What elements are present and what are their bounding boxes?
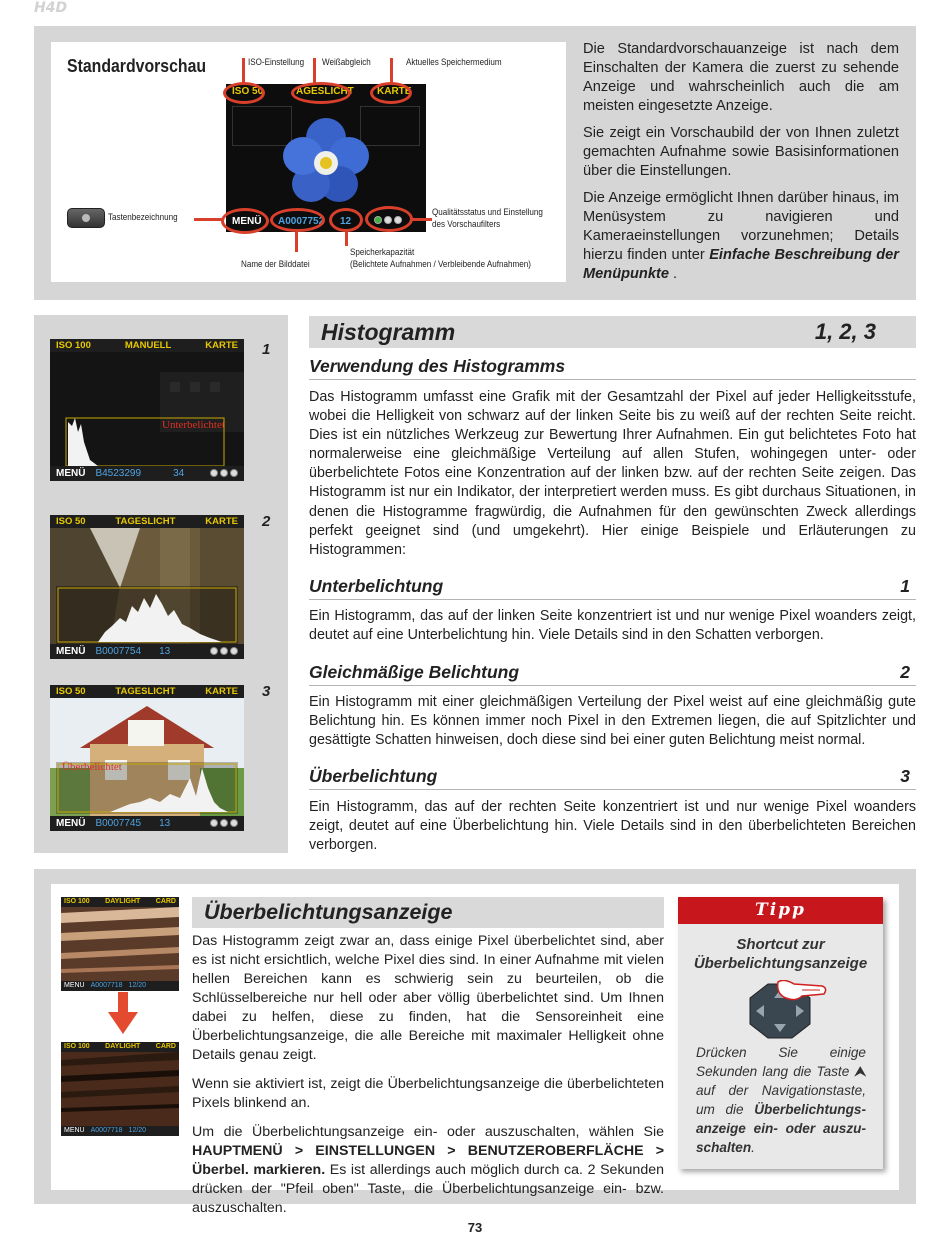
overexposure-heading-label: Überbelichtung	[309, 766, 438, 786]
overexposure-text: Ein Histogramm, das auf der rechten Seite konzentriert ist und nur wenige Pixel woanders zeigt, deutet auf eine Überbelichtung hin. Viele Details sind in den überbelichteten Bereichen verborgen.	[309, 799, 916, 854]
thumb-status-bar	[50, 339, 244, 352]
callout-line	[295, 232, 298, 252]
thumb-iso: ISO 100	[56, 340, 91, 351]
thumb-iso: ISO 100	[64, 1043, 90, 1050]
histogram-example-1	[50, 339, 244, 481]
standard-preview-paragraph: Sie zeigt ein Vorschaubild der von Ihnen zuletzt gemachten Aufnahme sowie Basisinformationen über die Einstellungen.	[583, 125, 899, 179]
quality-dot	[210, 469, 218, 477]
capacity-callout	[350, 247, 531, 271]
callout-line	[194, 218, 222, 221]
thumb-menu: MENÜ	[56, 468, 86, 479]
thumb-count: 12/20	[128, 982, 147, 989]
standard-preview-text	[583, 40, 899, 292]
button-callout: Tastenbezeichnung	[108, 212, 178, 223]
thumb-storage: KARTE	[205, 686, 238, 697]
thumb-white-balance: TAGESLICHT	[115, 686, 176, 697]
tip-text: auf der Navigationstaste, um die	[696, 1083, 866, 1117]
thumb-count: 13	[159, 818, 171, 829]
quality-dot	[230, 647, 238, 655]
overexposure-thumb-after	[61, 1042, 179, 1136]
standard-preview-diagram	[51, 42, 566, 282]
thumb-exposure-label: Unterbelichtet	[162, 419, 225, 431]
storage-callout: Aktuelles Speichermedium	[406, 57, 502, 68]
thumb-info-bar	[50, 644, 244, 659]
tip-text: Drücken Sie einige Sekunden lang die Taste	[696, 1045, 866, 1079]
usage-heading	[309, 356, 916, 380]
quality-dot	[210, 647, 218, 655]
histogram-examples-panel	[34, 315, 288, 853]
screen-menu: MENÜ	[232, 216, 262, 227]
wb-callout: Weißabgleich	[322, 57, 371, 68]
after-photo	[61, 1052, 179, 1126]
thumb-filename: A0007718	[90, 982, 123, 989]
thumb-info-bar	[61, 981, 179, 991]
example-number-2: 2	[262, 513, 271, 530]
standard-preview-paragraph	[583, 189, 899, 284]
thumb-count: 12/20	[128, 1127, 147, 1134]
usage-text: Das Histogramm umfasst eine Grafik mit der Gesamtzahl der Pixel auf jeder Helligkeitsstufe, wobei die Helligkeit von schwarz auf der linken Seite bis zu weiß auf der rechten Seite reicht. Dies ist ein nützliches Werkzeug zur Bewertung Ihrer Aufnahmen. Ein gut belichtetes Foto hat normalerweise eine gleichmäßige Verteilung auf allen Stufen, wohingegen unter- oder überbelichtete Fotos eine Konzentration auf der linken bzw. auf der rechten Seite zeigen. Das Histogramm ist nur ein Indikator, der interpretiert werden muss. Es gibt durchaus Situationen, in denen die Histogramme fragwürdig, die Aufnahmen für den gewünschten Zweck allerdings perfekt geeignet sind (und umgekehrt). Hier einige Beispiele und Erläuterungen zu Histogrammen:	[309, 389, 916, 558]
thumb-menu: MENU	[64, 1127, 85, 1134]
screen-iso: ISO 50	[232, 86, 264, 97]
even-exposure-heading-label: Gleichmäßige Belichtung	[309, 662, 520, 682]
arrow-down-icon	[108, 992, 138, 1036]
screen-filename: A0007752	[278, 216, 325, 227]
thumb-white-balance: MANUELL	[124, 340, 172, 351]
histogram-header	[309, 316, 916, 348]
tip-title-line2: Überbelichtungsanzeige	[693, 955, 868, 972]
histogram-title: Histogramm	[321, 319, 456, 345]
thumb-filename: A0007718	[90, 1127, 123, 1134]
thumb-filename: B0007754	[95, 646, 142, 657]
example-number-1: 1	[262, 341, 271, 358]
thumb-white-balance: DAYLIGHT	[105, 1043, 141, 1050]
overexposure-number: 3	[900, 766, 910, 786]
thumb-storage: CARD	[155, 898, 176, 905]
overexposure-paragraph: Wenn sie aktiviert ist, zeigt die Überbelichtungsanzeige die überbelichteten Pixels blinkend an.	[192, 1076, 664, 1111]
underexposed-photo	[50, 352, 244, 466]
filename-callout: Name der Bilddatei	[241, 259, 310, 270]
quality-callout-line2: des Vorschaufilters	[432, 218, 501, 230]
tip-title-line1: Shortcut zur	[736, 936, 825, 953]
button-graphic	[67, 208, 105, 228]
thumb-iso: ISO 50	[56, 516, 86, 527]
paragraph-text: Die Anzeige ermöglicht Ihnen darüber hinaus, im Menüsystem zu navigieren und Kameraeinstellungen vorzunehmen; Details hierzu finden unter	[583, 190, 899, 263]
thumb-status-bar	[50, 685, 244, 698]
tip-box	[678, 897, 883, 1169]
screen-white-balance: AGESLICHT	[296, 86, 354, 97]
standard-preview-title: Standardvorschau	[67, 56, 207, 76]
overexposure-indicator-text	[192, 932, 664, 1228]
thumb-filename: B0007745	[95, 818, 142, 829]
tip-body	[696, 1043, 866, 1157]
callout-line	[313, 58, 316, 84]
capacity-callout-line1: Speicherkapazität	[350, 247, 415, 258]
quality-dot	[220, 647, 228, 655]
menu-reference-link: Einfache Beschreibung der Menüpunkte	[583, 247, 899, 282]
thumb-menu: MENÜ	[56, 818, 86, 829]
navigation-pad-icon	[732, 980, 828, 1040]
menu-highlight-ring	[221, 208, 269, 234]
storage-highlight-ring	[370, 82, 412, 104]
overexposure-paragraph	[192, 1123, 664, 1218]
thumb-storage: KARTE	[205, 516, 238, 527]
overexposure-paragraph: Das Histogramm zeigt zwar an, dass einige Pixel überbelichtet sind, aber es ist nicht ersichtlich, welche Pixel dies sind. In einer Aufnahme mit vielen hellen Bereichen kann es schwierig sein zu beurteilen, ob die Schlüsselbereiche nur hell oder aber völlig überbelichtet sind. Um Ihnen dabei zu helfen, diese zu finden, hat die Sensoreinheit eine Überbelichtungsanzeige, die alle Bereiche mit maximaler Helligkeit ohne Details genau zeigt.	[192, 933, 664, 1063]
quality-dot	[230, 819, 238, 827]
thumb-quality-dots	[210, 469, 238, 477]
even-exposure-text: Ein Histogramm mit einer gleichmäßigen Verteilung der Pixel weist auf eine gleichmäßig gute Belichtung hin. Es können immer noch Pixel in den Extremen liegen, die auf Spitzlichter und gesättigte Schatten hinweisen, doch diese sind bei einer guten Belichtung meist normal.	[309, 694, 916, 749]
thumb-filename: B4523299	[95, 468, 142, 479]
arrow-up-icon: ⮝	[854, 1064, 866, 1079]
histogram-example-2	[50, 515, 244, 659]
overexposure-thumb-before	[61, 897, 179, 991]
thumb-info-bar	[61, 1126, 179, 1136]
overexposed-photo	[50, 698, 244, 816]
filename-highlight-ring	[270, 208, 325, 232]
quality-dot	[210, 819, 218, 827]
screen-capacity: 12	[340, 216, 352, 227]
overexposure-indicator-section	[34, 869, 916, 1216]
tip-text-bold: Überbelichtungsanzeige ein- oder auszuschalten	[696, 1102, 866, 1155]
underexposure-text: Ein Histogramm, das auf der linken Seite konzentriert ist und nur wenige Pixel woanders zeigt, deutet auf eine Unterbelichtung hin. Viele Details sind in den Schatten verborgen.	[309, 608, 916, 644]
even-exposure-number: 2	[900, 662, 910, 682]
overexposure-indicator-title: Überbelichtungsanzeige	[192, 897, 664, 928]
thumb-storage: KARTE	[205, 340, 238, 351]
quality-callout	[432, 207, 543, 231]
flower-preview-image	[281, 116, 371, 206]
thumb-menu: MENÜ	[56, 646, 86, 657]
capacity-callout-line2: (Belichtete Aufnahmen / Verbleibende Aufnahmen)	[350, 258, 531, 270]
callout-line	[412, 218, 432, 221]
manual-header-label: H4D	[34, 0, 68, 16]
thumb-info-bar	[50, 466, 244, 481]
before-photo	[61, 907, 179, 981]
menu-path: HAUPTMENÜ > EINSTELLUNGEN > BENUTZEROBERFLÄCHE > Überbel. markieren.	[192, 1143, 664, 1178]
callout-line	[242, 58, 245, 84]
thumb-status-bar	[61, 1042, 179, 1052]
tip-header: Tipp	[678, 897, 883, 924]
overexposure-indicator-panel	[51, 884, 899, 1216]
thumb-iso: ISO 50	[56, 686, 86, 697]
even-exposure-heading	[309, 662, 916, 686]
quality-highlight-ring	[365, 206, 413, 232]
underexposure-number: 1	[900, 576, 910, 596]
tip-title	[678, 935, 883, 973]
thumb-white-balance: TAGESLICHT	[115, 516, 176, 527]
screen-storage: KARTE	[377, 86, 412, 97]
underexposure-heading	[309, 576, 916, 600]
iso-callout: ISO-Einstellung	[248, 57, 305, 68]
standard-preview-section	[34, 26, 916, 300]
histogram-example-3	[50, 685, 244, 831]
tip-text: .	[751, 1140, 755, 1155]
page-number: 73	[467, 1220, 483, 1235]
thumb-iso: ISO 100	[64, 898, 90, 905]
overexposure-heading	[309, 766, 916, 790]
capacity-highlight-ring	[329, 208, 363, 232]
quality-dot	[220, 819, 228, 827]
callout-line	[345, 232, 348, 246]
iso-highlight-ring	[223, 82, 265, 104]
quality-callout-line1: Qualitätsstatus und Einstellung	[432, 207, 543, 218]
callout-line	[390, 58, 393, 84]
paragraph-text: .	[668, 266, 678, 282]
quality-dot	[230, 469, 238, 477]
thumb-menu: MENU	[64, 982, 85, 989]
standard-preview-paragraph: Die Standardvorschauanzeige ist nach dem Einschalten der Kamera die zuerst zu sehende Anzeige und wahrscheinlich auch die am meisten eingesetzte Anzeige.	[583, 41, 899, 114]
thumb-info-bar	[50, 816, 244, 831]
balanced-photo	[50, 528, 244, 644]
usage-heading-label: Verwendung des Histogramms	[309, 356, 566, 376]
thumb-status-bar	[50, 515, 244, 528]
underexposure-heading-label: Unterbelichtung	[309, 576, 444, 596]
paragraph-text: Es ist allerdings auch möglich durch ca. 2 Sekunden drücken der "Pfeil oben" Taste, die Überbelichtungsanzeige ein- bzw. auszuschalten.	[192, 1162, 664, 1216]
thumb-storage: CARD	[155, 1043, 176, 1050]
histogram-example-numbers: 1, 2, 3	[814, 319, 876, 344]
example-number-3: 3	[262, 683, 271, 700]
wb-highlight-ring	[291, 82, 351, 104]
thumb-exposure-label: Überbelichtet	[62, 761, 122, 773]
thumb-white-balance: DAYLIGHT	[105, 898, 141, 905]
thumb-status-bar	[61, 897, 179, 907]
thumb-count: 13	[159, 646, 171, 657]
paragraph-text: Um die Überbelichtungsanzeige ein- oder auszuschalten, wählen Sie	[192, 1124, 664, 1140]
quality-dot	[220, 469, 228, 477]
thumb-count: 34	[173, 468, 185, 479]
thumb-quality-dots	[210, 647, 238, 655]
thumb-quality-dots	[210, 819, 238, 827]
